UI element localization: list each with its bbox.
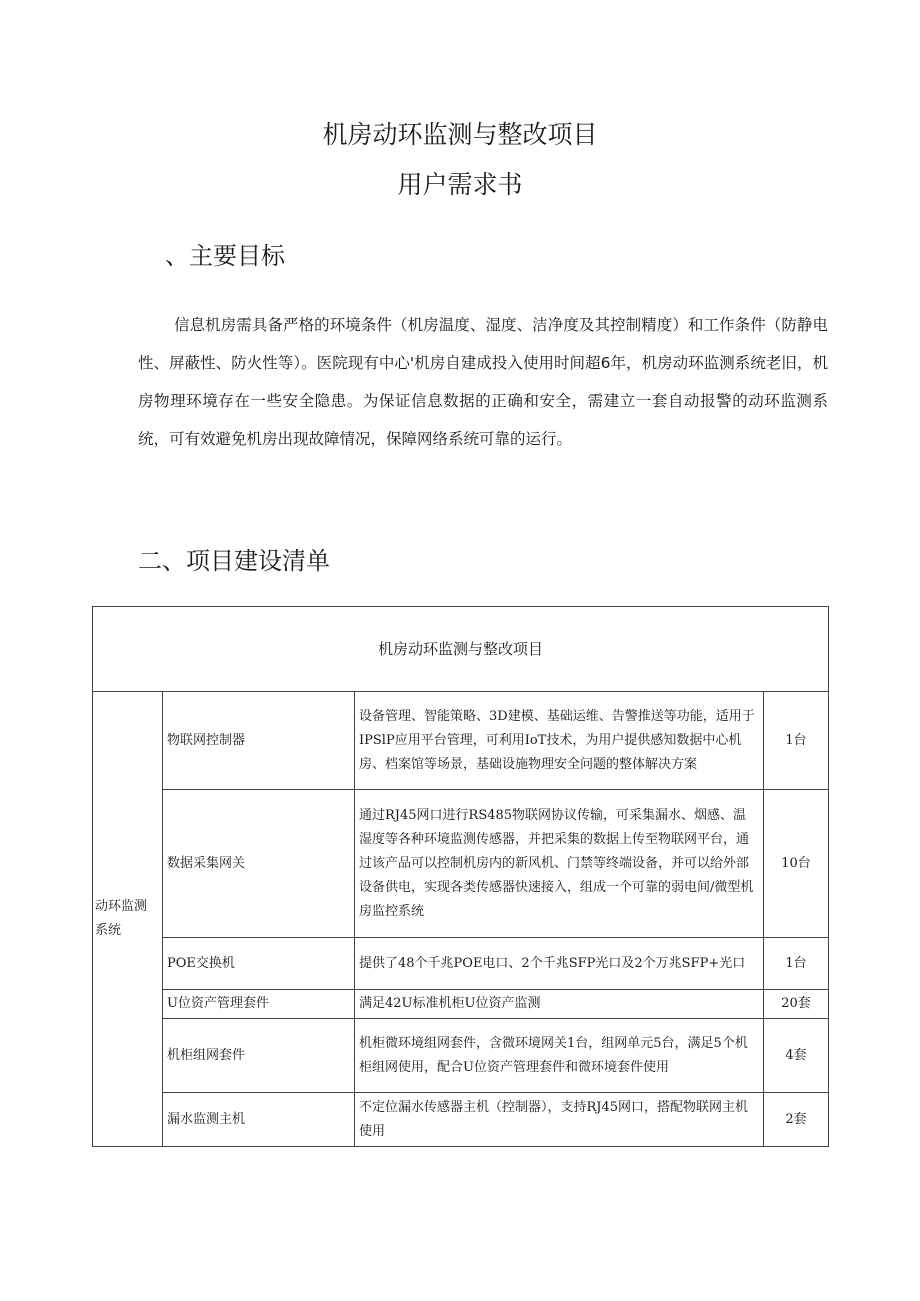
table-row [93,1093,829,1147]
item-quantity: 10台 [764,790,829,938]
item-description: 提供了48个千兆POE电口、2个千兆SFP光口及2个万兆SFP+光口 [355,938,764,990]
item-name: U位资产管理套件 [163,990,355,1019]
project-list-table [92,606,829,1147]
table-row [93,1019,829,1093]
item-description: 不定位漏水传感器主机（控制器），支持RJ45网口，搭配物联网主机使用 [355,1093,764,1147]
goals-paragraph: 信息机房需具备严格的环境条件（机房温度、湿度、洁净度及其控制精度）和工作条件（防静电性、屏蔽性、防火性等）。医院现有中心'机房自建成投入使用时间超6年，机房动环监测系统老旧，机房物理环境存在一些安全隐患。为保证信息数据的正确和安全，需建立一套自动报警的动环监测系统，可有效避免机房出现故障情况，保障网络系统可靠的运行。 [138,316,828,448]
item-description: 满足42U标准机柜U位资产监测 [355,990,764,1019]
table-header-row [93,607,829,692]
table-row [93,790,829,938]
document-title: 机房动环监测与整改项目 [322,120,598,149]
item-description: 设备管理、智能策略、3D建模、基础运维、告警推送等功能，适用于IPSlP应用平台管理，可利用IoT技术，为用户提供感知数据中心机房、档案馆等场景，基础设施物理安全问题的整体解决方案 [355,692,764,790]
item-quantity: 4套 [764,1019,829,1093]
item-name: 机柜组网套件 [163,1019,355,1093]
item-quantity: 20套 [764,990,829,1019]
item-quantity: 2套 [764,1093,829,1147]
item-name: POE交换机 [163,938,355,990]
section-heading-goals: 、主要目标 [165,242,285,270]
document-subtitle: 用户需求书 [397,170,523,199]
section-heading-build-list: 二、项目建设清单 [138,547,330,575]
table-row [93,692,829,790]
table-header: 机房动环监测与整改项目 [93,607,829,692]
item-description: 机柜微环境组网套件，含微环境网关1台，组网单元5台，满足5个机柜组网使用，配合U位资产管理套件和微环境套件使用 [355,1019,764,1093]
item-quantity: 1台 [764,938,829,990]
table-row [93,990,829,1019]
item-name: 物联网控制器 [163,692,355,790]
item-description: 通过RJ45网口进行RS485物联网协议传输，可采集漏水、烟感、温湿度等各种环境监测传感器，并把采集的数据上传至物联网平台，通过该产品可以控制机房内的新风机、门禁等终端设备，并可以给外部设备供电，实现各类传感器快速接入，组成一个可靠的弱电间/微型机房监控系统 [355,790,764,938]
item-name: 漏水监测主机 [163,1093,355,1147]
item-name: 数据采集网关 [163,790,355,938]
table-row [93,938,829,990]
item-quantity: 1台 [764,692,829,790]
category-cell: 动环监测系统 [93,692,163,1147]
